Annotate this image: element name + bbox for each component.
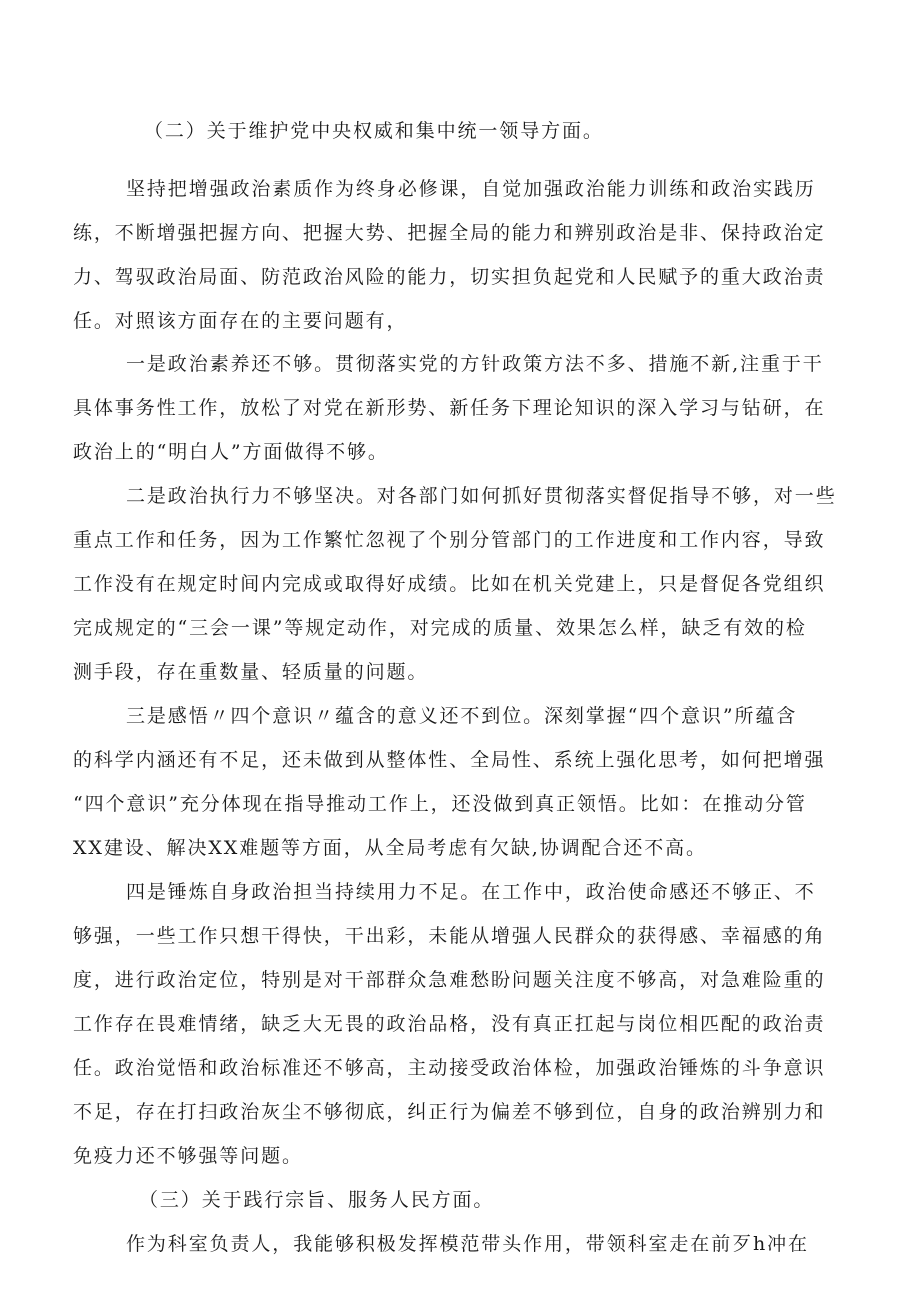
paragraph-line: 四是锤炼自身政治担当持续用力不足。在工作中，政治使命感还不够正、不 xyxy=(126,881,816,903)
paragraph-line: 工作没有在规定时间内完成或取得好成绩。比如在机关党建上，只是督促各党组织 xyxy=(73,573,826,595)
paragraph-line: XX建设、解决XX难题等方面，从全局考虑有欠缺,协调配合还不高。 xyxy=(73,837,707,859)
paragraph-line: 度，进行政治定位，特别是对干部群众急难愁盼问题关注度不够高，对急难险重的 xyxy=(73,969,826,991)
paragraph-line: 力、驾驭政治局面、防范政治风险的能力，切实担负起党和人民赋予的重大政治责 xyxy=(73,266,826,288)
paragraph-line: 一是政治素养还不够。贯彻落实党的方针政策方法不多、措施不新,注重于干 xyxy=(126,353,824,375)
paragraph-line: 二是政治执行力不够坚决。对各部门如何抓好贯彻落实督促指导不够，对一些 xyxy=(126,485,837,507)
paragraph-line: 任。对照该方面存在的主要问题有， xyxy=(73,310,408,332)
section-heading-2: （二）关于维护党中央权威和集中统一领导方面。 xyxy=(144,120,604,142)
paragraph-line: 作为科室负责人，我能够积极发挥模范带头作用，带领科室走在前歹h冲在 xyxy=(126,1233,809,1255)
paragraph-line: 政治上的“明白人”方面做得不够。 xyxy=(73,441,389,463)
paragraph-line: 具体事务性工作，放松了对党在新形势、新任务下理论知识的深入学习与钻研，在 xyxy=(73,397,826,419)
paragraph-line: 任。政治觉悟和政治标准还不够高，主动接受政治体检，加强政治锤炼的斗争意识 xyxy=(73,1057,826,1079)
paragraph-line: 重点工作和任务，因为工作繁忙忽视了个别分管部门的工作进度和工作内容，导致 xyxy=(73,529,826,551)
paragraph-line: 练，不断增强把握方向、把握大势、把握全局的能力和辨别政治是非、保持政治定 xyxy=(73,222,826,244)
paragraph-line: 免疫力还不够强等问题。 xyxy=(73,1145,303,1167)
section-heading-3: （三）关于践行宗旨、服务人民方面。 xyxy=(139,1189,495,1211)
paragraph-line: 三是感悟〃四个意识〃蕴含的意义还不到位。深刻掌握“四个意识”所蕴含 xyxy=(126,705,798,727)
paragraph-line: 不足，存在打扫政治灰尘不够彻底，纠正行为偏差不够到位，自身的政治辨别力和 xyxy=(73,1101,826,1123)
paragraph-line: 工作存在畏难情绪，缺乏大无畏的政治品格，没有真正扛起与岗位相匹配的政治责 xyxy=(73,1013,826,1035)
paragraph-line: 够强，一些工作只想干得快，干出彩，未能从增强人民群众的获得感、幸福感的角 xyxy=(73,925,826,947)
paragraph-line: 的科学内涵还有不足，还未做到从整体性、全局性、系统上强化思考，如何把增强 xyxy=(73,749,826,771)
paragraph-line: “四个意识”充分体现在指导推动工作上，还没做到真正领悟。比如：在推动分管 xyxy=(73,793,807,815)
paragraph-line: 坚持把增强政治素质作为终身必修课，自觉加强政治能力训练和政治实践历 xyxy=(126,178,816,200)
paragraph-line: 测手段，存在重数量、轻质量的问题。 xyxy=(73,661,429,683)
paragraph-line: 完成规定的“三会一课”等规定动作，对完成的质量、效果怎么样，缺乏有效的检 xyxy=(73,617,807,639)
